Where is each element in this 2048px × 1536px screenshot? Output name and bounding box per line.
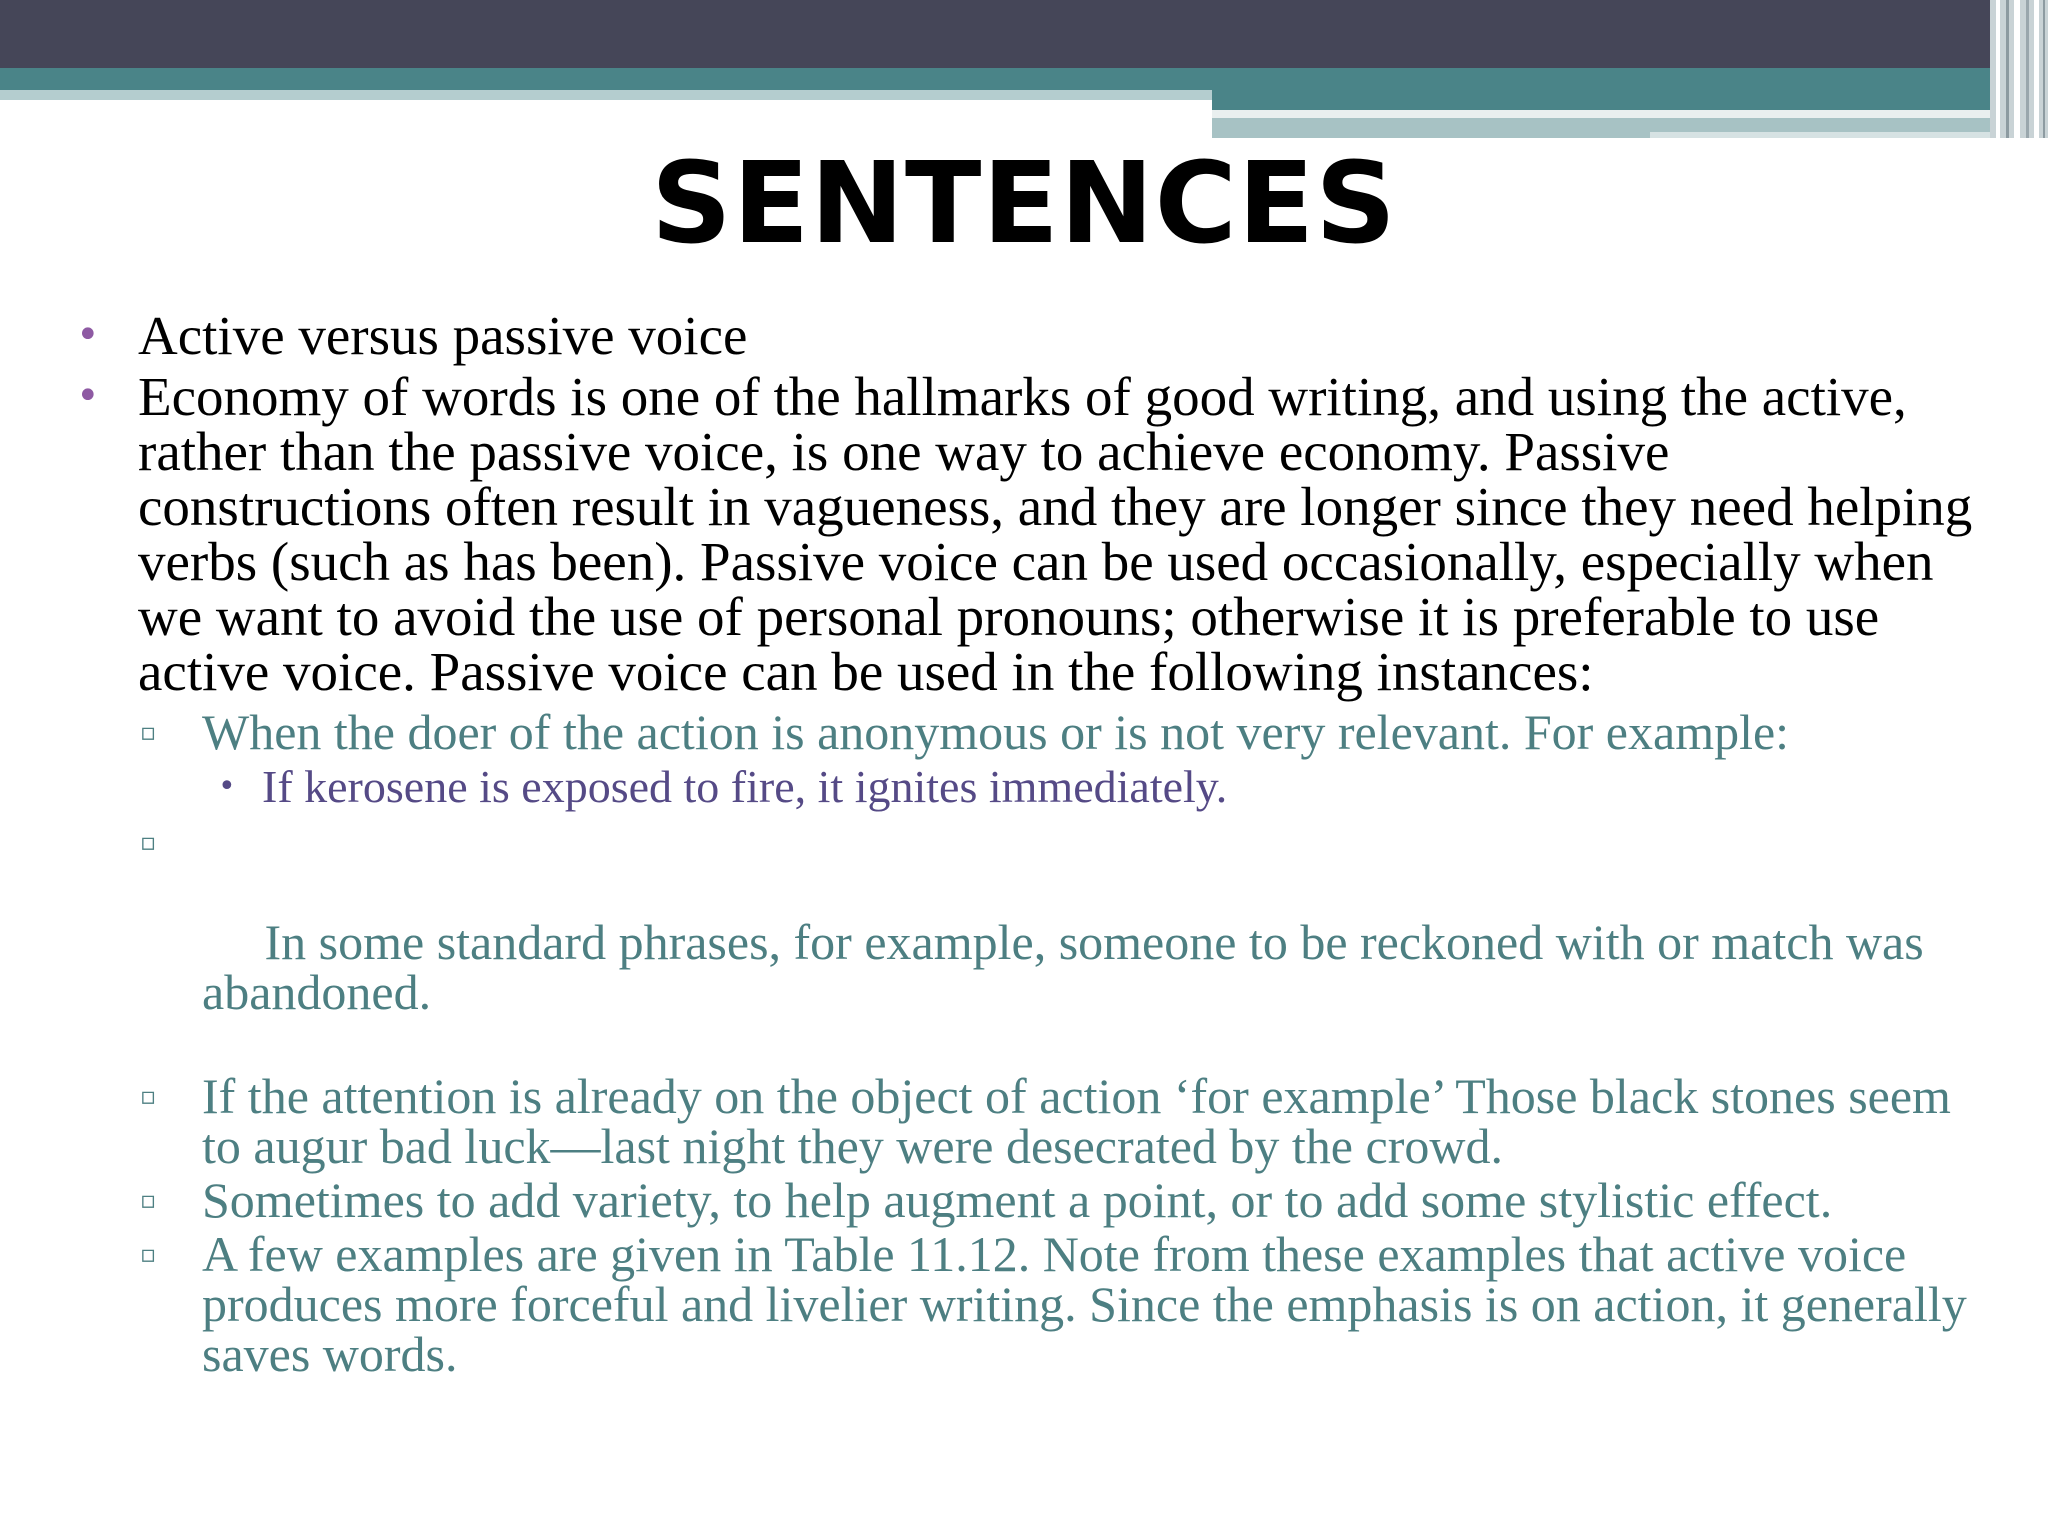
edge-stripes-decoration [1990, 0, 2048, 138]
dot-bullet-icon: • [218, 769, 236, 804]
square-bullet-icon: ▫ [140, 1240, 157, 1268]
square-bullet-icon: ▫ [140, 1186, 157, 1214]
square-bullet-icon: ▫ [140, 1082, 157, 1110]
sub-bullet-item [140, 1226, 1976, 1382]
header-bar-teal [0, 68, 2048, 90]
sub-bullet-item [140, 1172, 1976, 1228]
slide-title: SENTENCES [651, 139, 1397, 269]
sub-bullet-text: If the attention is already on the object of action ‘for example’ Those black stones seem to augur bad luck—last night they were desecrated by the crowd. [202, 1068, 1951, 1174]
square-bullet-icon: ▫ [140, 718, 157, 746]
bullet-icon: • [76, 312, 100, 358]
sub-bullet-text: In some standard phrases, for example, someone to be reckoned with or match was abandoned. [202, 914, 1937, 1020]
sub-sub-bullet-item [218, 761, 1976, 813]
bullet-item [76, 305, 1976, 366]
bullet-text: Economy of words is one of the hallmarks of good writing, and using the active, rather than the passive voice, is one way to achieve economy. Passive constructions often result in vagueness, and they are longer since they need helping verbs (such as has been). Passive voice can be used occasionally, especially when we want to avoid the use of personal pronouns; otherwise it is preferable to use active voice. Passive voice can be used in the following instances: [138, 366, 1973, 702]
header-step-teal [1212, 90, 2048, 110]
sub-sub-bullet-text: If kerosene is exposed to fire, it ignites immediately. [262, 761, 1228, 812]
sub-bullet-item [140, 1068, 1976, 1174]
header-bar-highlight [0, 100, 1212, 102]
bullet-icon: • [76, 373, 100, 419]
sub-bullet-text: A few examples are given in Table 11.12. Note from these examples that active voice produces more forceful and livelier writing. Since the emphasis is on action, it generally saves words. [202, 1226, 1967, 1382]
sub-bullet-text: Sometimes to add variety, to help augment a point, or to add some stylistic effect. [202, 1172, 1833, 1228]
sub-bullet-text: When the doer of the action is anonymous or is not very relevant. For example: [202, 704, 1790, 760]
bullet-item [76, 366, 1976, 702]
bullet-text: Active versus passive voice [138, 305, 748, 366]
header-bar-pale [0, 90, 1212, 100]
sub-bullet-item [140, 704, 1976, 760]
header-bar-dark [0, 0, 2048, 68]
sub-bullet-item [140, 817, 1976, 1067]
header-step-faint [1650, 132, 2048, 138]
square-bullet-icon: ▫ [140, 828, 157, 856]
header-step-light [1212, 110, 2048, 118]
slide-content [76, 305, 1976, 1383]
